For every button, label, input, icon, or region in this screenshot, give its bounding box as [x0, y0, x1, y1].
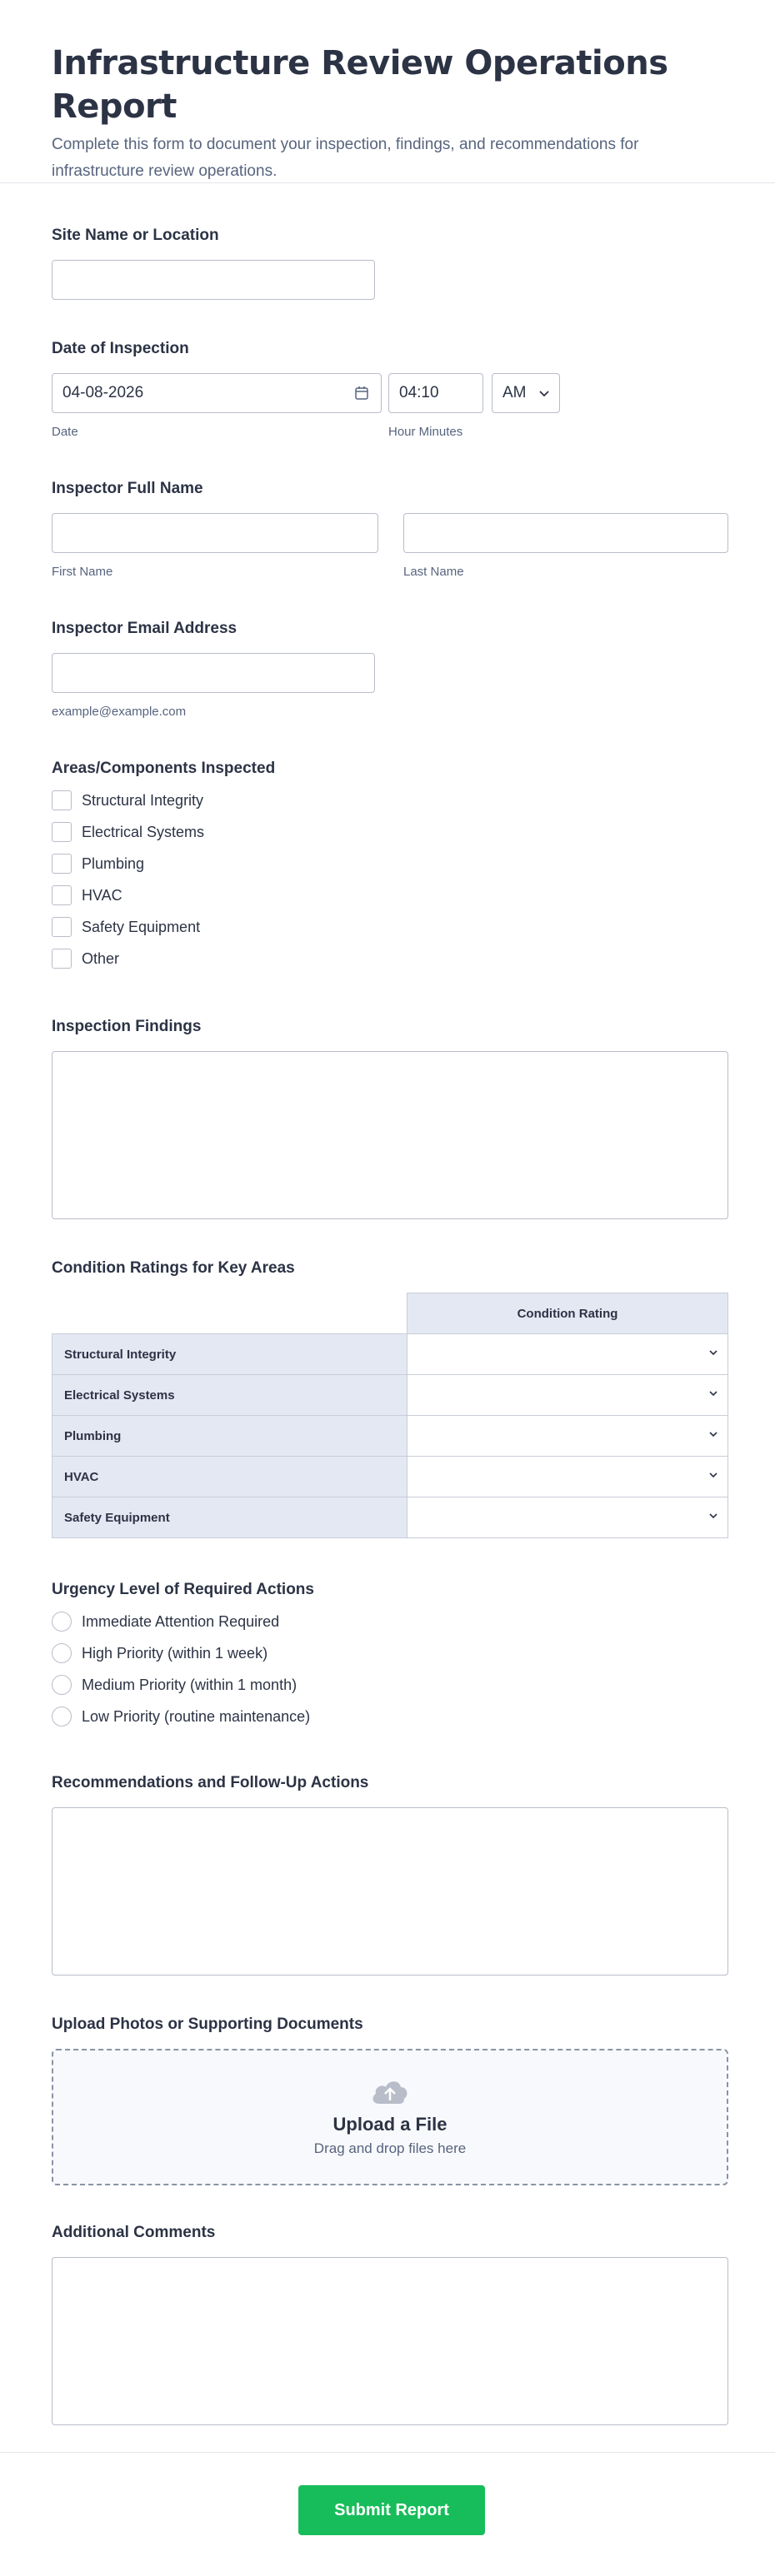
form-footer	[0, 2452, 775, 2576]
checkbox[interactable]	[52, 822, 72, 842]
matrix-column-header: Condition Rating	[408, 1293, 728, 1334]
matrix-row-label: HVAC	[52, 1457, 408, 1497]
chevron-down-icon	[709, 1512, 718, 1520]
ratings-field	[52, 1259, 728, 1538]
site-field	[52, 227, 375, 300]
comments-field	[52, 2224, 728, 2425]
site-label: Site Name or Location	[52, 227, 219, 244]
chevron-down-icon	[709, 1430, 718, 1438]
ampm-select[interactable]	[492, 373, 560, 413]
area-option[interactable]: Electrical Systems	[52, 816, 275, 848]
date-label: Date of Inspection	[52, 340, 189, 357]
checkbox[interactable]	[52, 790, 72, 810]
first-name-input[interactable]	[52, 513, 378, 553]
area-option[interactable]: Structural Integrity	[52, 785, 275, 816]
ratings-label: Condition Ratings for Key Areas	[52, 1259, 295, 1277]
table-row	[52, 1457, 728, 1497]
findings-textarea[interactable]	[52, 1051, 728, 1219]
email-label: Inspector Email Address	[52, 620, 238, 637]
chevron-down-icon	[539, 391, 549, 397]
ampm-value: AM	[502, 384, 527, 401]
matrix-row-label: Electrical Systems	[52, 1375, 408, 1416]
rating-select[interactable]	[408, 1457, 728, 1497]
areas-options	[52, 785, 275, 974]
matrix-row-label: Structural Integrity	[52, 1334, 408, 1375]
checkbox[interactable]	[52, 949, 72, 969]
urgency-field	[52, 1581, 314, 1732]
comments-label: Additional Comments	[52, 2224, 216, 2241]
first-name-sub: First Name	[52, 565, 113, 579]
cloud-upload-icon	[369, 2077, 411, 2105]
email-field	[52, 620, 375, 719]
submit-button[interactable]: Submit Report	[298, 2485, 485, 2535]
name-label: Inspector Full Name	[52, 480, 203, 497]
date-field	[52, 340, 560, 439]
calendar-icon[interactable]	[354, 386, 369, 401]
radio-button[interactable]	[52, 1707, 72, 1726]
area-option[interactable]: Plumbing	[52, 848, 275, 879]
last-name-sub: Last Name	[403, 565, 464, 579]
rating-select[interactable]	[408, 1375, 728, 1416]
table-row	[52, 1416, 728, 1457]
matrix-corner	[52, 1293, 408, 1334]
form-subtitle: Complete this form to document your inspection, findings, and recommendations for infrastructure review operations.	[52, 136, 639, 180]
urgency-label: Urgency Level of Required Actions	[52, 1581, 314, 1598]
rating-select[interactable]	[408, 1416, 728, 1457]
checkbox[interactable]	[52, 917, 72, 937]
time-sub: Hour Minutes	[388, 425, 463, 439]
area-option[interactable]: HVAC	[52, 879, 275, 911]
email-input[interactable]	[52, 653, 375, 693]
area-option[interactable]: Safety Equipment	[52, 911, 275, 943]
table-row	[52, 1375, 728, 1416]
matrix-row-label: Plumbing	[52, 1416, 408, 1457]
matrix-row-label: Safety Equipment	[52, 1497, 408, 1538]
urgency-option[interactable]: Low Priority (routine maintenance)	[52, 1701, 314, 1732]
areas-field	[52, 760, 275, 974]
email-sub: example@example.com	[52, 705, 187, 719]
form-header	[0, 0, 775, 183]
last-name-input[interactable]	[403, 513, 728, 553]
radio-button[interactable]	[52, 1643, 72, 1663]
name-field	[52, 480, 728, 579]
chevron-down-icon	[709, 1389, 718, 1398]
chevron-down-icon	[709, 1348, 718, 1357]
upload-field	[52, 2015, 728, 2185]
table-row	[52, 1334, 728, 1375]
site-input[interactable]	[52, 260, 375, 300]
urgency-option[interactable]: Immediate Attention Required	[52, 1606, 314, 1637]
checkbox[interactable]	[52, 885, 72, 905]
urgency-option[interactable]: Medium Priority (within 1 month)	[52, 1669, 314, 1701]
recommendations-textarea[interactable]	[52, 1807, 728, 1976]
time-input[interactable]	[388, 373, 483, 413]
comments-textarea[interactable]	[52, 2257, 728, 2425]
date-input[interactable]	[52, 373, 382, 413]
upload-dropzone[interactable]	[52, 2049, 728, 2185]
ratings-matrix	[52, 1293, 728, 1538]
areas-label: Areas/Components Inspected	[52, 760, 276, 777]
upload-label: Upload Photos or Supporting Documents	[52, 2015, 363, 2033]
rating-select[interactable]	[408, 1334, 728, 1375]
recommendations-label: Recommendations and Follow-Up Actions	[52, 1774, 369, 1791]
chevron-down-icon	[709, 1471, 718, 1479]
rating-select[interactable]	[408, 1497, 728, 1538]
upload-hint: Drag and drop files here	[313, 2140, 467, 2156]
radio-button[interactable]	[52, 1612, 72, 1632]
recommendations-field	[52, 1774, 728, 1976]
urgency-option[interactable]: High Priority (within 1 week)	[52, 1637, 314, 1669]
upload-title: Upload a File	[332, 2114, 448, 2135]
urgency-options	[52, 1606, 314, 1732]
findings-field	[52, 1018, 728, 1219]
table-row	[52, 1497, 728, 1538]
date-sub: Date	[52, 425, 78, 439]
time-value: 04:10	[399, 384, 439, 401]
checkbox[interactable]	[52, 854, 72, 874]
findings-label: Inspection Findings	[52, 1018, 202, 1035]
radio-button[interactable]	[52, 1675, 72, 1695]
date-value: 04-08-2026	[62, 384, 144, 401]
area-option[interactable]: Other	[52, 943, 275, 974]
form-title: Infrastructure Review Operations Report	[52, 44, 668, 126]
